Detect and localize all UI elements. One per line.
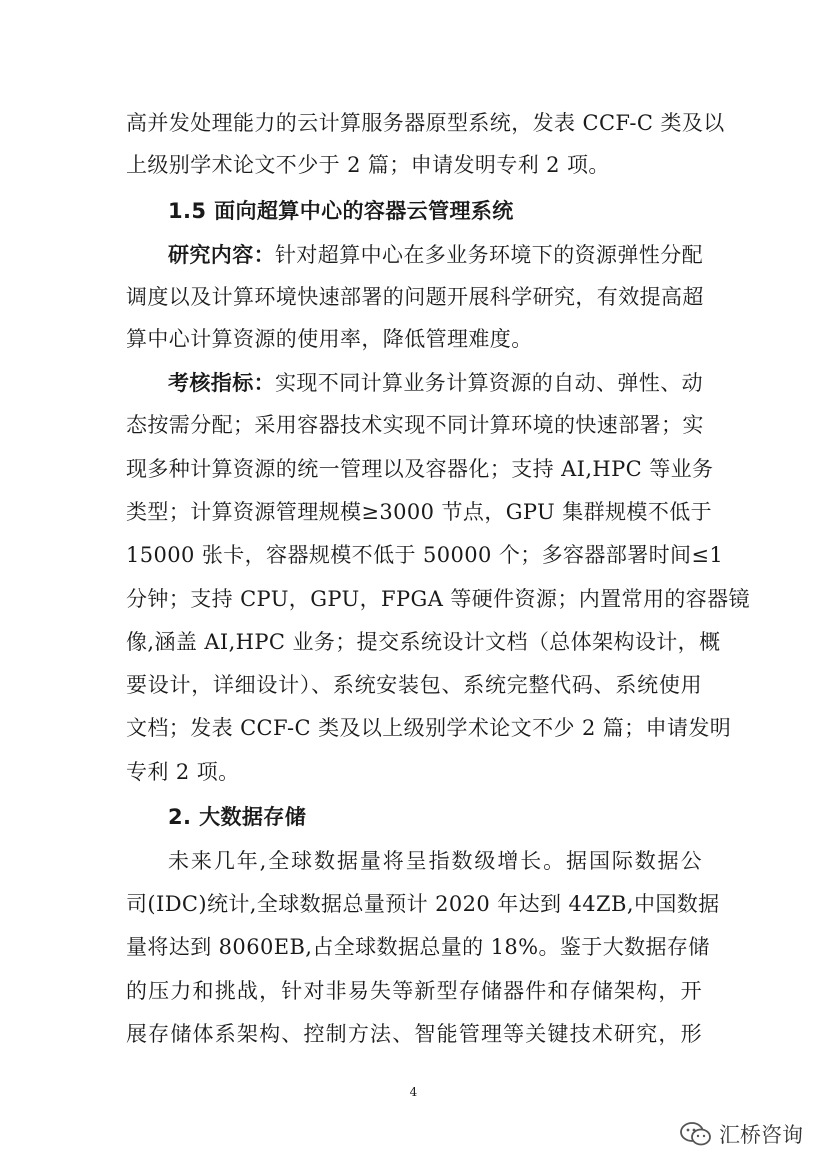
text-line: 现多种计算资源的统一管理以及容器化；支持 AI,HPC 等业务 xyxy=(126,457,714,481)
indicator-paragraph-line xyxy=(168,368,702,398)
research-label: 研究内容： xyxy=(168,243,275,267)
text-line: 15000 张卡，容器规模不低于 50000 个；多容器部署时间≤1 xyxy=(126,543,724,567)
research-paragraph-line xyxy=(168,240,702,270)
text-line: 未来几年,全球数据量将呈指数级增长。据国际数据公 xyxy=(168,849,702,873)
text-line: 文档；发表 CCF-C 类及以上级别学术论文不少 2 篇；申请发明 xyxy=(126,716,732,740)
text-line: 展存储体系架构、控制方法、智能管理等关键技术研究，形 xyxy=(126,1022,702,1046)
text-line: 专利 2 项。 xyxy=(126,760,240,784)
text-line: 的压力和挑战，针对非易失等新型存储器件和存储架构，开 xyxy=(126,979,702,1003)
wechat-icon xyxy=(679,1120,713,1148)
text-line: 高并发处理能力的云计算服务器原型系统，发表 CCF-C 类及以 xyxy=(126,111,725,135)
text-line: 像,涵盖 AI,HPC 业务；提交系统设计文档（总体架构设计，概 xyxy=(126,630,721,654)
text-line: 司(IDC)统计,全球数据总量预计 2020 年达到 44ZB,中国数据 xyxy=(126,892,720,916)
page-number: 4 xyxy=(409,1085,418,1099)
text-line: 要设计，详细设计）、系统安装包、系统完整代码、系统使用 xyxy=(126,673,702,697)
text-line: 态按需分配；采用容器技术实现不同计算环境的快速部署；实 xyxy=(126,413,704,437)
watermark-text: 汇桥咨询 xyxy=(719,1123,803,1147)
section-heading: 2. 大数据存储 xyxy=(168,805,307,829)
text-span: 实现不同计算业务计算资源的自动、弹性、动 xyxy=(275,371,703,395)
text-line: 调度以及计算环境快速部署的问题开展科学研究，有效提高超 xyxy=(126,285,704,309)
text-span: 针对超算中心在多业务环境下的资源弹性分配 xyxy=(275,243,703,267)
text-line: 量将达到 8060EB,占全球数据总量的 18%。鉴于大数据存储 xyxy=(126,935,710,959)
indicator-label: 考核指标： xyxy=(168,371,275,395)
watermark xyxy=(679,1119,803,1149)
section-heading: 1.5 面向超算中心的容器云管理系统 xyxy=(168,199,514,223)
text-line: 类型；计算资源管理规模≥3000 节点，GPU 集群规模不低于 xyxy=(126,500,713,524)
text-line: 分钟；支持 CPU，GPU，FPGA 等硬件资源；内置常用的容器镜 xyxy=(126,587,750,611)
text-line: 上级别学术论文不少于 2 篇；申请发明专利 2 项。 xyxy=(126,153,610,177)
text-line: 算中心计算资源的使用率，降低管理难度。 xyxy=(126,327,533,351)
